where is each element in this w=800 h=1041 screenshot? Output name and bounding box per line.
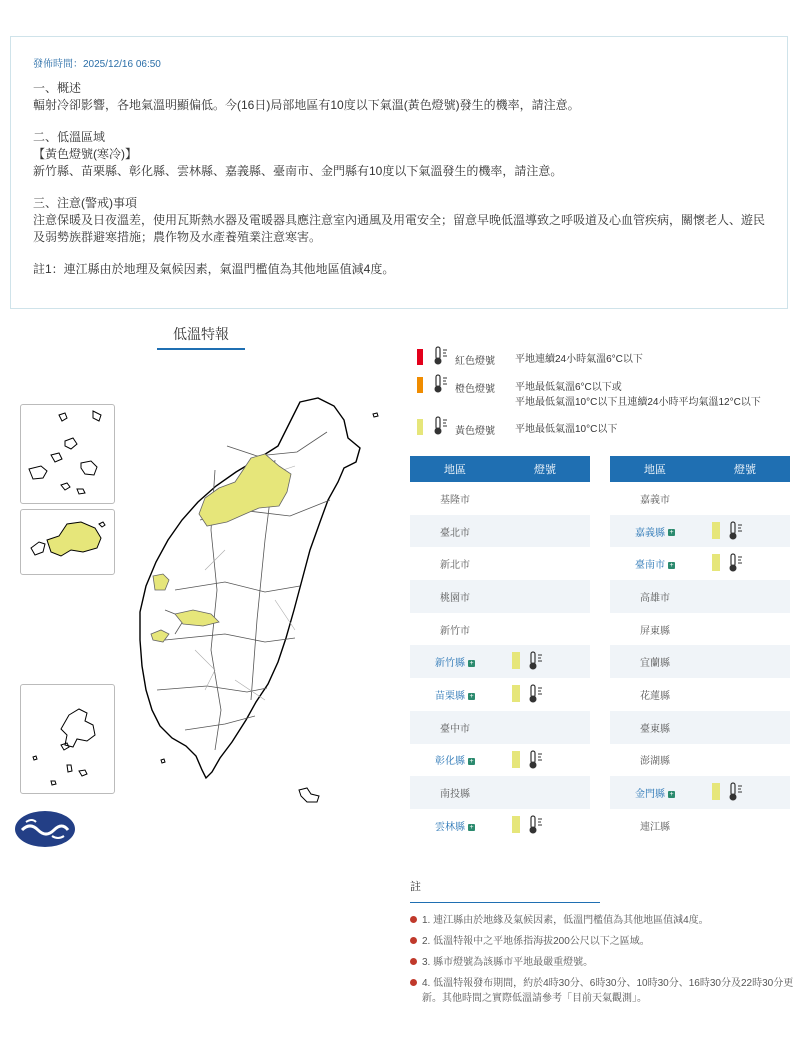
table-row <box>410 711 590 744</box>
county-label: 桃園市 <box>440 592 470 604</box>
legend-swatch <box>417 349 423 365</box>
section-line: 註1：連江縣由於地理及氣候因素，氣溫門檻值為其他地區值減4度。 <box>33 262 395 276</box>
table-row <box>610 580 790 613</box>
yellow-signal-badge <box>512 652 520 669</box>
county-label: 連江縣 <box>640 821 670 833</box>
county-name[interactable] <box>610 524 700 539</box>
header-signal: 燈號 <box>734 464 756 476</box>
expand-plus-icon[interactable]: + <box>469 692 474 700</box>
county-table-left <box>410 456 590 842</box>
legend-desc-line: 平地連續24小時氣溫6°C以下 <box>515 354 643 365</box>
expand-plus-icon[interactable]: + <box>469 758 474 766</box>
yellow-signal-badge <box>712 554 720 571</box>
legend-swatch <box>417 419 423 435</box>
table-row[interactable] <box>410 809 590 842</box>
county-name <box>410 785 500 800</box>
section-precautions <box>33 195 765 246</box>
header-region: 地區 <box>444 464 466 476</box>
notes-title: 註 <box>410 878 600 903</box>
legend-yellow <box>415 414 795 442</box>
legend-name: 紅色燈號 <box>455 356 495 367</box>
table-row <box>610 613 790 646</box>
table-row <box>410 580 590 613</box>
bullet-icon <box>410 958 417 965</box>
section-heading: 三、注意(警戒)事項 <box>33 196 137 210</box>
table-row[interactable] <box>610 547 790 580</box>
county-label: 新竹縣 <box>435 658 465 670</box>
county-name <box>410 720 500 735</box>
thermometer-icon <box>526 749 544 771</box>
note-item <box>410 976 795 1006</box>
bullet-icon <box>410 979 417 986</box>
county-label: 臺中市 <box>440 723 470 735</box>
expand-plus-icon[interactable]: + <box>669 790 674 798</box>
note-text: 1. 連江縣由於地緣及氣候因素，低溫門檻值為其他地區值減4度。 <box>422 915 709 926</box>
notes-section <box>410 878 795 1012</box>
section-heading: 一、概述 <box>33 81 82 95</box>
yellow-signal-badge <box>512 816 520 833</box>
county-name <box>410 556 500 571</box>
county-name <box>610 720 700 735</box>
expand-plus-icon[interactable]: + <box>469 823 474 831</box>
thermometer-icon <box>726 552 744 574</box>
taiwan-map[interactable] <box>15 350 395 850</box>
county-name[interactable] <box>610 556 700 571</box>
legend-orange <box>415 372 795 414</box>
note-text: 2. 低溫特報中之平地係指海拔200公尺以下之區域。 <box>422 936 650 947</box>
table-row <box>410 515 590 548</box>
table-row <box>610 744 790 777</box>
table-row[interactable] <box>610 776 790 809</box>
county-label: 彰化縣 <box>435 756 465 768</box>
expand-plus-icon[interactable]: + <box>469 660 474 668</box>
county-label: 嘉義市 <box>640 494 670 506</box>
county-name <box>610 622 700 637</box>
table-row <box>610 809 790 842</box>
main-island-icon <box>15 350 395 850</box>
section-footnote <box>33 261 765 278</box>
table-row <box>410 482 590 515</box>
county-table-right <box>610 456 790 842</box>
county-label: 新北市 <box>440 560 470 572</box>
expand-plus-icon[interactable]: + <box>669 529 674 537</box>
county-name[interactable] <box>410 654 500 669</box>
legend-name: 黃色燈號 <box>455 426 495 437</box>
thermometer-icon <box>526 683 544 705</box>
county-name <box>610 654 700 669</box>
county-name <box>410 524 500 539</box>
legend-red <box>415 344 795 372</box>
county-label: 金門縣 <box>635 789 665 801</box>
bullet-icon <box>410 916 417 923</box>
county-name <box>610 687 700 702</box>
legend-desc-line: 平地最低氣溫10°C以下且連續24小時平均氣溫12°C以下 <box>515 397 761 408</box>
thermometer-icon <box>726 781 744 803</box>
section-overview <box>33 80 765 114</box>
note-text: 4. 低溫特報發布期間，約於4時30分、6時30分、10時30分、16時30分及22時30分更新。其他時間之實際低溫請參考「目前天氣觀測」。 <box>422 978 794 1004</box>
table-row <box>410 547 590 580</box>
county-name <box>610 752 700 767</box>
county-label: 南投縣 <box>440 789 470 801</box>
section-line: 注意保暖及日夜溫差，使用瓦斯熱水器及電暖器具應注意室內通風及用電安全；留意早晚低溫導致之呼吸道及心血管疾病，關懷老人、遊民及弱勢族群避寒措施；農作物及水產養殖業注意寒害。 <box>33 213 766 244</box>
yellow-signal-badge <box>712 783 720 800</box>
note-item <box>410 934 795 949</box>
cwa-logo-icon <box>14 810 76 848</box>
section-areas <box>33 129 765 180</box>
note-item <box>410 913 795 928</box>
section-line: 【黃色燈號(寒冷)】 <box>33 147 137 161</box>
legend-name: 橙色燈號 <box>455 384 495 395</box>
legend-desc <box>515 422 617 437</box>
thermometer-icon <box>431 374 449 394</box>
county-name <box>610 491 700 506</box>
section-heading: 二、低溫區域 <box>33 130 106 144</box>
county-label: 臺南市 <box>635 560 665 572</box>
county-name[interactable] <box>410 752 500 767</box>
county-name[interactable] <box>410 687 500 702</box>
header-signal: 燈號 <box>534 464 556 476</box>
header-region: 地區 <box>644 464 666 476</box>
county-name <box>610 589 700 604</box>
table-row <box>610 645 790 678</box>
county-label: 屏東縣 <box>640 625 670 637</box>
county-label: 基隆市 <box>440 494 470 506</box>
table-row <box>410 776 590 809</box>
thermometer-icon <box>526 814 544 836</box>
legend-desc <box>515 352 643 367</box>
table-row[interactable] <box>610 515 790 548</box>
table-header <box>410 456 590 482</box>
county-label: 新竹市 <box>440 625 470 637</box>
county-label: 嘉義縣 <box>635 527 665 539</box>
county-label: 澎湖縣 <box>640 756 670 768</box>
section-line: 輻射冷卻影響，各地氣溫明顯偏低。今(16日)局部地區有10度以下氣溫(黃色燈號)發生的機率，請注意。 <box>33 98 580 112</box>
table-row[interactable] <box>410 678 590 711</box>
legend-desc-line: 平地最低氣溫10°C以下 <box>515 424 618 435</box>
legend-swatch <box>417 377 423 393</box>
county-label: 苗栗縣 <box>435 690 465 702</box>
county-name <box>410 622 500 637</box>
legend <box>415 344 795 442</box>
thermometer-icon <box>431 346 449 366</box>
thermometer-icon <box>526 650 544 672</box>
legend-desc-line: 平地最低氣溫6°C以下或 <box>515 382 622 393</box>
table-header <box>610 456 790 482</box>
bullet-icon <box>410 937 417 944</box>
county-label: 宜蘭縣 <box>640 658 670 670</box>
map-title: 低溫特報 <box>157 324 245 350</box>
thermometer-icon <box>726 520 744 542</box>
table-row <box>610 482 790 515</box>
county-name[interactable] <box>410 818 500 833</box>
legend-desc <box>515 380 761 410</box>
county-label: 臺東縣 <box>640 723 670 735</box>
table-row <box>610 678 790 711</box>
expand-plus-icon[interactable]: + <box>669 562 674 570</box>
thermometer-icon <box>431 416 449 436</box>
county-name <box>410 589 500 604</box>
table-row <box>410 613 590 646</box>
county-label: 臺北市 <box>440 527 470 539</box>
yellow-signal-badge <box>512 751 520 768</box>
note-item <box>410 955 795 970</box>
note-text: 3. 縣市燈號為該縣市平地最嚴重燈號。 <box>422 957 594 968</box>
notice-panel <box>10 36 788 309</box>
county-label: 雲林縣 <box>435 821 465 833</box>
yellow-signal-badge <box>512 685 520 702</box>
section-line: 新竹縣、苗栗縣、彰化縣、雲林縣、嘉義縣、臺南市、金門縣有10度以下氣溫發生的機率，請注意。 <box>33 164 563 178</box>
table-row <box>610 711 790 744</box>
county-name <box>610 818 700 833</box>
county-name <box>410 491 500 506</box>
county-label: 高雄市 <box>640 592 670 604</box>
table-row[interactable] <box>410 744 590 777</box>
issued-time: 發佈時間：2025/12/16 06:50 <box>33 59 161 70</box>
yellow-signal-badge <box>712 522 720 539</box>
county-label: 花蓮縣 <box>640 690 670 702</box>
county-name[interactable] <box>610 785 700 800</box>
table-row[interactable] <box>410 645 590 678</box>
